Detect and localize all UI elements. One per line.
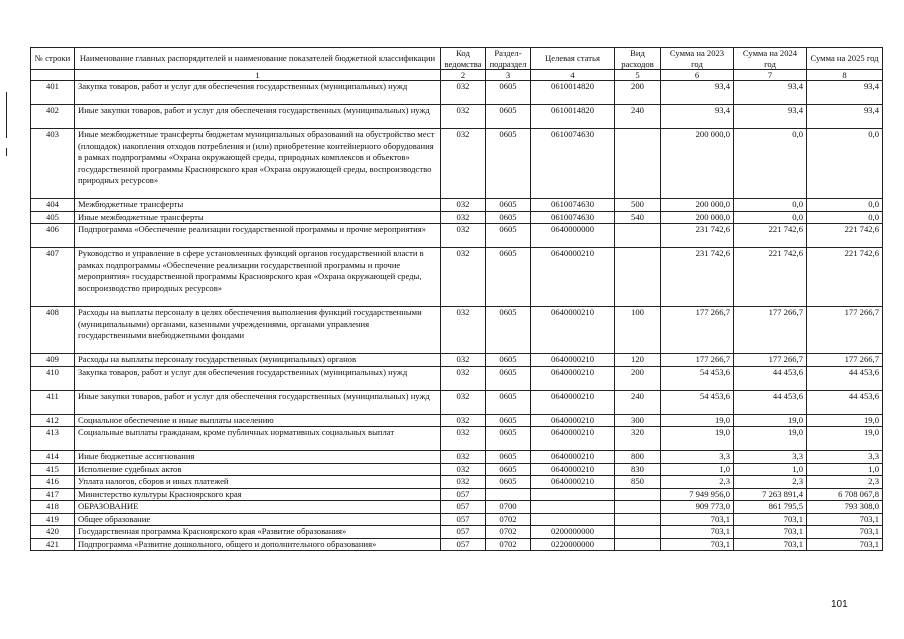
target-article-cell: 0640000210	[531, 451, 615, 464]
section-cell: 0605	[486, 105, 531, 129]
sum-2024-cell: 221 742,6	[734, 248, 807, 307]
department-code-cell: 057	[441, 526, 486, 539]
table-header-row	[31, 48, 883, 70]
row-name-cell: Расходы на выплаты персоналу государственных (муниципальных) органов	[75, 354, 441, 367]
target-article-cell: 0640000210	[531, 414, 615, 427]
row-name-cell: Иные закупки товаров, работ и услуг для обеспечения государственных (муниципальных) нужд	[75, 105, 441, 129]
table-row	[31, 526, 883, 539]
table-row	[31, 224, 883, 248]
row-number-cell: 404	[31, 199, 75, 212]
table-row	[31, 414, 883, 427]
sum-2025-cell: 19,0	[807, 414, 883, 427]
sum-2025-cell: 221 742,6	[807, 224, 883, 248]
sum-2023-cell: 703,1	[661, 526, 734, 539]
expense-type-cell	[615, 501, 661, 514]
scan-margin-mark	[6, 92, 7, 138]
sum-2023-cell: 93,4	[661, 105, 734, 129]
expense-type-cell: 120	[615, 354, 661, 367]
page-number: 101	[831, 599, 848, 610]
sum-2025-cell: 44 453,6	[807, 390, 883, 414]
column-number-cell: 8	[807, 70, 883, 81]
expense-type-cell	[615, 248, 661, 307]
sum-2023-cell: 231 742,6	[661, 224, 734, 248]
row-name-cell: Подпрограмма «Развитие дошкольного, общего и дополнительного образования»	[75, 538, 441, 551]
expense-type-cell	[615, 513, 661, 526]
target-article-cell	[531, 488, 615, 501]
department-code-cell: 032	[441, 211, 486, 224]
column-number-cell: 5	[615, 70, 661, 81]
column-number-cell: 2	[441, 70, 486, 81]
section-cell: 0702	[486, 538, 531, 551]
sum-2023-cell: 54 453,6	[661, 390, 734, 414]
table-row	[31, 354, 883, 367]
target-article-cell: 0640000210	[531, 248, 615, 307]
sum-2024-cell: 1,0	[734, 463, 807, 476]
section-cell: 0605	[486, 390, 531, 414]
section-cell	[486, 488, 531, 501]
header-cell-sum-2025: Сумма на 2025 год	[807, 48, 883, 70]
sum-2024-cell: 703,1	[734, 526, 807, 539]
expense-type-cell: 300	[615, 414, 661, 427]
target-article-cell: 0610014820	[531, 81, 615, 105]
row-name-cell: Иные бюджетные ассигнования	[75, 451, 441, 464]
sum-2023-cell: 200 000,0	[661, 129, 734, 199]
table-row	[31, 538, 883, 551]
sum-2024-cell: 3,3	[734, 451, 807, 464]
row-number-cell: 421	[31, 538, 75, 551]
column-number-cell: 4	[531, 70, 615, 81]
sum-2024-cell: 703,1	[734, 538, 807, 551]
target-article-cell: 0640000210	[531, 390, 615, 414]
sum-2024-cell: 2,3	[734, 476, 807, 489]
row-name-cell: Иные межбюджетные трансферты бюджетам муниципальных образований на обустройство мест (площадок) накопления отходов потребления и (или) приобретение контейнерного оборудования в рамках подпрограммы «Охрана окружающей среды, природных комплексов и объектов» государственной программы Красноярского края «Охрана окружающей среды, воспроизводство природных ресурсов»	[75, 129, 441, 199]
sum-2023-cell: 177 266,7	[661, 354, 734, 367]
table-row	[31, 307, 883, 354]
target-article-cell: 0610074630	[531, 211, 615, 224]
department-code-cell: 032	[441, 224, 486, 248]
sum-2025-cell: 0,0	[807, 129, 883, 199]
target-article-cell: 0640000210	[531, 354, 615, 367]
department-code-cell: 032	[441, 105, 486, 129]
sum-2023-cell: 19,0	[661, 414, 734, 427]
row-number-cell: 415	[31, 463, 75, 476]
table-row	[31, 211, 883, 224]
target-article-cell: 0640000210	[531, 307, 615, 354]
sum-2023-cell: 231 742,6	[661, 248, 734, 307]
department-code-cell: 057	[441, 513, 486, 526]
department-code-cell: 032	[441, 199, 486, 212]
expense-type-cell: 240	[615, 390, 661, 414]
expense-type-cell: 850	[615, 476, 661, 489]
expense-type-cell	[615, 224, 661, 248]
department-code-cell: 032	[441, 307, 486, 354]
department-code-cell: 032	[441, 414, 486, 427]
table-row	[31, 501, 883, 514]
department-code-cell: 032	[441, 463, 486, 476]
sum-2023-cell: 54 453,6	[661, 366, 734, 390]
sum-2025-cell: 93,4	[807, 81, 883, 105]
row-number-cell: 407	[31, 248, 75, 307]
sum-2024-cell: 44 453,6	[734, 390, 807, 414]
expense-type-cell: 200	[615, 81, 661, 105]
sum-2025-cell: 3,3	[807, 451, 883, 464]
department-code-cell: 032	[441, 366, 486, 390]
sum-2025-cell: 0,0	[807, 199, 883, 212]
table-row	[31, 463, 883, 476]
department-code-cell: 032	[441, 427, 486, 451]
header-cell-target-article: Целевая статья	[531, 48, 615, 70]
section-cell: 0700	[486, 501, 531, 514]
target-article-cell: 0640000210	[531, 366, 615, 390]
header-cell-department-code: Код ведомства	[441, 48, 486, 70]
table-row	[31, 390, 883, 414]
column-number-cell: 7	[734, 70, 807, 81]
table-row	[31, 105, 883, 129]
department-code-cell: 032	[441, 129, 486, 199]
row-name-cell: Министерство культуры Красноярского края	[75, 488, 441, 501]
section-cell: 0605	[486, 354, 531, 367]
sum-2024-cell: 7 263 891,4	[734, 488, 807, 501]
section-cell: 0605	[486, 248, 531, 307]
target-article-cell: 0220000000	[531, 538, 615, 551]
sum-2023-cell: 703,1	[661, 513, 734, 526]
expense-type-cell: 500	[615, 199, 661, 212]
target-article-cell: 0640000210	[531, 476, 615, 489]
table-row	[31, 81, 883, 105]
column-number-row	[31, 70, 883, 81]
sum-2024-cell: 19,0	[734, 427, 807, 451]
sum-2023-cell: 177 266,7	[661, 307, 734, 354]
department-code-cell: 057	[441, 488, 486, 501]
department-code-cell: 032	[441, 354, 486, 367]
row-name-cell: Уплата налогов, сборов и иных платежей	[75, 476, 441, 489]
section-cell: 0605	[486, 129, 531, 199]
row-number-cell: 418	[31, 501, 75, 514]
target-article-cell: 0610074630	[531, 199, 615, 212]
section-cell: 0605	[486, 451, 531, 464]
sum-2023-cell: 1,0	[661, 463, 734, 476]
expense-type-cell: 540	[615, 211, 661, 224]
row-name-cell: Расходы на выплаты персоналу в целях обеспечения выполнения функций государственными (муниципальными) органами, казенными учреждениями, органами управления государственными внебюджетными фондами	[75, 307, 441, 354]
sum-2023-cell: 93,4	[661, 81, 734, 105]
scan-margin-mark	[6, 148, 7, 156]
sum-2025-cell: 177 266,7	[807, 307, 883, 354]
header-cell-name: Наименование главных распорядителей и наименование показателей бюджетной классификации	[75, 48, 441, 70]
department-code-cell: 032	[441, 248, 486, 307]
row-number-cell: 416	[31, 476, 75, 489]
sum-2024-cell: 0,0	[734, 199, 807, 212]
row-name-cell: Общее образование	[75, 513, 441, 526]
table-row	[31, 513, 883, 526]
sum-2023-cell: 3,3	[661, 451, 734, 464]
expense-type-cell: 100	[615, 307, 661, 354]
target-article-cell: 0610074630	[531, 129, 615, 199]
section-cell: 0702	[486, 513, 531, 526]
target-article-cell: 0640000000	[531, 224, 615, 248]
department-code-cell: 057	[441, 501, 486, 514]
sum-2023-cell: 2,3	[661, 476, 734, 489]
sum-2024-cell: 0,0	[734, 129, 807, 199]
sum-2025-cell: 221 742,6	[807, 248, 883, 307]
row-name-cell: Государственная программа Красноярского края «Развитие образования»	[75, 526, 441, 539]
sum-2023-cell: 19,0	[661, 427, 734, 451]
row-name-cell: Иные закупки товаров, работ и услуг для обеспечения государственных (муниципальных) нужд	[75, 390, 441, 414]
sum-2024-cell: 703,1	[734, 513, 807, 526]
table-row	[31, 248, 883, 307]
row-number-cell: 419	[31, 513, 75, 526]
column-number-cell: 6	[661, 70, 734, 81]
column-number-cell	[31, 70, 75, 81]
table-row	[31, 451, 883, 464]
row-name-cell: ОБРАЗОВАНИЕ	[75, 501, 441, 514]
sum-2025-cell: 2,3	[807, 476, 883, 489]
sum-2024-cell: 177 266,7	[734, 354, 807, 367]
row-number-cell: 417	[31, 488, 75, 501]
expense-type-cell: 320	[615, 427, 661, 451]
sum-2025-cell: 703,1	[807, 513, 883, 526]
sum-2025-cell: 19,0	[807, 427, 883, 451]
header-cell-row-number: № строки	[31, 48, 75, 70]
table-row	[31, 129, 883, 199]
sum-2023-cell: 703,1	[661, 538, 734, 551]
sum-2025-cell: 793 308,0	[807, 501, 883, 514]
sum-2024-cell: 221 742,6	[734, 224, 807, 248]
header-cell-section: Раздел-подраздел	[486, 48, 531, 70]
section-cell: 0605	[486, 427, 531, 451]
row-name-cell: Межбюджетные трансферты	[75, 199, 441, 212]
budget-table	[30, 47, 883, 551]
target-article-cell	[531, 501, 615, 514]
sum-2024-cell: 177 266,7	[734, 307, 807, 354]
sum-2023-cell: 200 000,0	[661, 199, 734, 212]
section-cell: 0605	[486, 81, 531, 105]
sum-2024-cell: 861 795,5	[734, 501, 807, 514]
expense-type-cell: 240	[615, 105, 661, 129]
sum-2024-cell: 19,0	[734, 414, 807, 427]
expense-type-cell: 830	[615, 463, 661, 476]
row-number-cell: 411	[31, 390, 75, 414]
column-number-cell: 3	[486, 70, 531, 81]
header-cell-sum-2023: Сумма на 2023 год	[661, 48, 734, 70]
header-cell-expense-type: Вид расходов	[615, 48, 661, 70]
row-name-cell: Закупка товаров, работ и услуг для обеспечения государственных (муниципальных) нужд	[75, 81, 441, 105]
row-name-cell: Подпрограмма «Обеспечение реализации государственной программы и прочие мероприятия»	[75, 224, 441, 248]
section-cell: 0605	[486, 366, 531, 390]
table-row	[31, 366, 883, 390]
sum-2024-cell: 44 453,6	[734, 366, 807, 390]
section-cell: 0605	[486, 199, 531, 212]
sum-2025-cell: 703,1	[807, 538, 883, 551]
row-name-cell: Иные межбюджетные трансферты	[75, 211, 441, 224]
sum-2025-cell: 0,0	[807, 211, 883, 224]
expense-type-cell	[615, 538, 661, 551]
row-number-cell: 409	[31, 354, 75, 367]
section-cell: 0605	[486, 463, 531, 476]
row-number-cell: 408	[31, 307, 75, 354]
table-row	[31, 199, 883, 212]
target-article-cell	[531, 513, 615, 526]
expense-type-cell	[615, 488, 661, 501]
sum-2025-cell: 93,4	[807, 105, 883, 129]
table-row	[31, 476, 883, 489]
sum-2025-cell: 6 708 067,8	[807, 488, 883, 501]
department-code-cell: 032	[441, 451, 486, 464]
row-number-cell: 412	[31, 414, 75, 427]
row-number-cell: 405	[31, 211, 75, 224]
section-cell: 0605	[486, 307, 531, 354]
sum-2023-cell: 909 773,0	[661, 501, 734, 514]
sum-2024-cell: 0,0	[734, 211, 807, 224]
row-name-cell: Закупка товаров, работ и услуг для обеспечения государственных (муниципальных) нужд	[75, 366, 441, 390]
sum-2023-cell: 200 000,0	[661, 211, 734, 224]
sum-2024-cell: 93,4	[734, 81, 807, 105]
target-article-cell: 0610014820	[531, 105, 615, 129]
expense-type-cell: 800	[615, 451, 661, 464]
row-name-cell: Социальные выплаты гражданам, кроме публичных нормативных социальных выплат	[75, 427, 441, 451]
row-number-cell: 406	[31, 224, 75, 248]
section-cell: 0605	[486, 414, 531, 427]
table-row	[31, 427, 883, 451]
row-number-cell: 414	[31, 451, 75, 464]
sum-2025-cell: 703,1	[807, 526, 883, 539]
department-code-cell: 032	[441, 476, 486, 489]
department-code-cell: 032	[441, 81, 486, 105]
department-code-cell: 057	[441, 538, 486, 551]
table-body	[31, 81, 883, 551]
row-name-cell: Социальное обеспечение и иные выплаты населению	[75, 414, 441, 427]
target-article-cell: 0640000210	[531, 427, 615, 451]
sum-2023-cell: 7 949 956,0	[661, 488, 734, 501]
section-cell: 0702	[486, 526, 531, 539]
row-name-cell: Исполнение судебных актов	[75, 463, 441, 476]
row-name-cell: Руководство и управление в сфере установленных функций органов государственной власти в рамках подпрограммы «Обеспечение реализации государственной программы и прочие мероприятия» государственной программы Красноярского края «Охрана окружающей среды, воспроизводство природных ресурсов»	[75, 248, 441, 307]
department-code-cell: 032	[441, 390, 486, 414]
table-row	[31, 488, 883, 501]
sum-2025-cell: 177 266,7	[807, 354, 883, 367]
section-cell: 0605	[486, 476, 531, 489]
expense-type-cell	[615, 129, 661, 199]
row-number-cell: 401	[31, 81, 75, 105]
column-number-cell: 1	[75, 70, 441, 81]
expense-type-cell	[615, 526, 661, 539]
target-article-cell: 0200000000	[531, 526, 615, 539]
row-number-cell: 410	[31, 366, 75, 390]
expense-type-cell: 200	[615, 366, 661, 390]
section-cell: 0605	[486, 224, 531, 248]
row-number-cell: 403	[31, 129, 75, 199]
sum-2025-cell: 1,0	[807, 463, 883, 476]
sum-2024-cell: 93,4	[734, 105, 807, 129]
section-cell: 0605	[486, 211, 531, 224]
sum-2025-cell: 44 453,6	[807, 366, 883, 390]
row-number-cell: 413	[31, 427, 75, 451]
row-number-cell: 402	[31, 105, 75, 129]
header-cell-sum-2024: Сумма на 2024 год	[734, 48, 807, 70]
row-number-cell: 420	[31, 526, 75, 539]
target-article-cell: 0640000210	[531, 463, 615, 476]
